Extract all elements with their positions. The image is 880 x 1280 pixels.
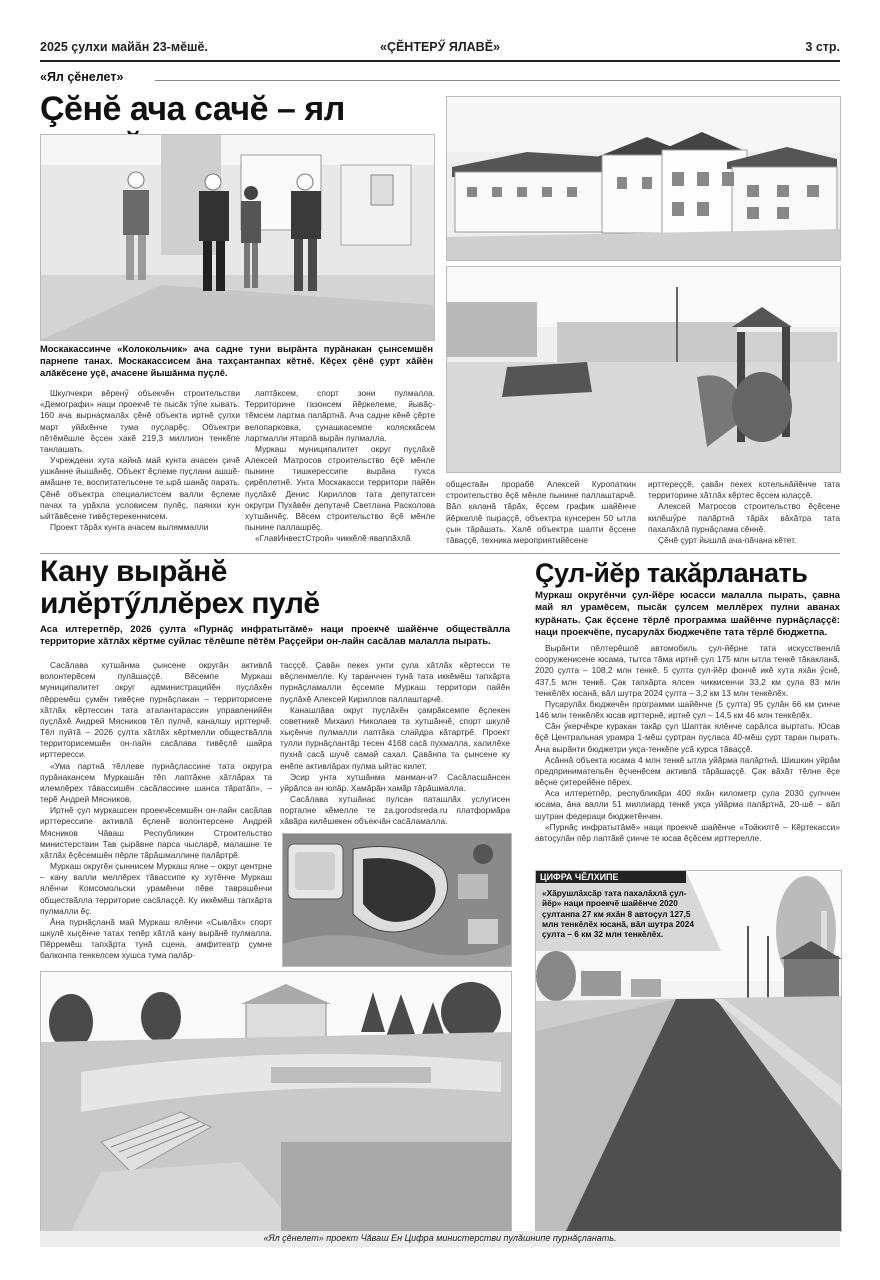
- paragraph: Пусарулăх бюджечĕн программи шайĕнче (5 çулта) 95 çулăн 66 км çинче 146 млн тенкĕлĕх юсав ирттернĕ, иртнĕ çул – 14,5 км 46 млн тенкĕлĕх.: [535, 698, 840, 721]
- paragraph: Проект тăрăх кунта ачасем выляммалли: [50, 522, 209, 533]
- article2-lead: Аса илтеретпĕр, 2026 çулта «Пурнăç инфратытăмĕ» наци проекчĕ шайĕнче обществăлла территорие хăтлăх кĕртме суйлас тĕлĕшпе пĕтĕм Раççейри он-лайн сасăлав малалла пырать.: [40, 624, 510, 648]
- paragraph: обществăн прорабĕ Алексей Куропаткин строительство ĕçĕ мĕнле пынине паллаштарчĕ. Вăл каланă тăрăх, ĕçсем график шайĕнче йĕркеллĕ пыраççĕ, объектра кунсерен 50 ытла çын тăрăшать. Халĕ объектра шалти ĕçсене тăваççĕ, техника мероприятийĕсене: [446, 479, 636, 545]
- article3-body: [535, 643, 840, 844]
- article1-photo-caption: Москакассинче «Колокольчик» ача садне туни вырăнта пурăнакан çынсемшĕн парнепе танах. Москакассисем ăна тахçантанпах кĕтнĕ. Кĕçех çĕнĕ çурт хăйĕн алăкĕсене уçĕ, ачасене йышăнма пуçлĕ.: [40, 343, 433, 379]
- infobox-text: «Хăрушлăхсăр тата пахалăхлă çул-йĕр» наци проекчĕ шайĕнче 2020 çултанпа 27 км яхăн 8 автоçул 127,5 млн тенкĕлĕх юсанă, вăл шутра 2024 çулта – 6 км 32 млн тенкĕлĕх.: [542, 888, 694, 940]
- header-rule: [40, 60, 840, 62]
- paragraph: «Пурнăç инфратытăмĕ» наци проекчĕ шайĕнче «Тойкилтĕ – Кĕртекасси» автоçулăн пĕр лаптăкĕ çинче те юсав ĕçĕсем ирттерелле.: [535, 821, 840, 843]
- park-render-photo: [40, 971, 512, 1232]
- newspaper-name: «ÇĔНТЕРӲ ЯЛАВĔ»: [379, 40, 501, 54]
- paragraph: Сăн ӳкерчĕкре куракан такăр çул Шаптак ялĕнче сарăлса выртать. Юсав ĕçĕ Центральная урамра 1-мĕш çуртран пуçласа 40-мĕш çурт таран пырать. Ăна вырăнти бюджетри укçа-тенкĕпе усă курса тăваççĕ.: [535, 721, 840, 754]
- paragraph: Асăннă объекта юсама 4 млн тенкĕ ытла уйăрма палăртнă. Шишкин уйрăм предпринимательĕн ĕçченĕсем активлă тăрăшаççĕ. Çак вăхăт тĕлне ĕçе вĕçне çитерейĕне пĕрех.: [535, 754, 840, 788]
- road-photo: [535, 870, 842, 1232]
- article2-col2: [280, 660, 510, 828]
- kindergarten-building-photo: [446, 96, 841, 261]
- playground-photo: [446, 266, 841, 473]
- kindergarten-interior-photo: [40, 134, 435, 341]
- rubric: «Ял çĕнелет»: [40, 70, 124, 84]
- section-divider: [40, 553, 840, 554]
- paragraph: Вырăнти пĕлтерĕшлĕ автомобиль çул-йĕрне тата искусственлă сооруженисене юсама, тытса тăма иртнĕ çул 175 млн ытла тенкĕ тăкакланă, 2020 çулта – 108,2 млн тенкĕ. 5 çулта çул-йĕр фончĕ икĕ хута яхăн ӳснĕ, 437,5 млн тенкĕ. Çак тапхăрта ялсен чиккисенчи 33,2 км çула 83 млн тенкĕлĕх юсанă, вăл шутра 2024 çулта – 3,2 км 13 млн тенкĕлĕх.: [535, 643, 840, 698]
- article2-col1: [40, 660, 272, 962]
- paragraph: Канашлăва округ пуçлăхĕн çамрăксемпе ĕçлекен советникĕ Михаил Николаев та хутшăнчĕ, спорт шкулĕ хыçĕнче пулмалли лаптăка слайдра кăтартрĕ. Проект тулли пурнăçлантăр тесен 4168 сасă пухмалла, халилĕхе пухнă сасă шучĕ самай сахал. Çавăнпа та çынсене ку енĕпе активлăрах пулма ыйтас килет.: [280, 704, 510, 771]
- paragraph: ирттереççĕ, çавăн пекех котельнăйĕнче тата территорине хăтлăх кĕртес ĕçсем юлаççĕ.: [648, 479, 840, 501]
- paragraph: Учреждени хута кайнă май кунта ачасен çичĕ ушкăнне йышăнĕç. Объект ĕçлеме пуçлани ашшĕ-амăшне те, воспитательсене те ырă шанăç парать. Çĕнĕ объектра специалистсем валли ĕçлеме пачах та урăхла условисем пулĕç, паянхи кун ыйтăвĕсене тивĕçтерекеннисем.: [40, 455, 240, 521]
- footer-note: «Ял çĕнелет» проект Чăваш Ен Цифра министерстви пулăшнипе пурнăçланать.: [263, 1233, 617, 1243]
- paragraph: Муркаш муниципалитет округ пуçлăхĕ Алексей Матросов строительство ĕçĕ мĕнле пынине тишкерессипе вырăна тухса çирĕплетнĕ. Унта Москакасси территори пайĕн пуçлăхĕ Денис Кириллов тата депутатсен округри Пухăвĕн депутачĕ Светлана Расколова хутшăнчĕç. Вĕсем строительство ĕçĕ мĕнле пынине паллашрĕç.: [245, 443, 435, 533]
- infobox-heading: ЦИФРА ЧĔЛХИПЕ: [540, 872, 619, 882]
- paragraph: лаптăксем, спорт зони пулмалла. Территорине газонсем йĕркелеме, йывăç-тĕмсем лартма палăртнă. Ача садне кĕнĕ çĕрте велопарковка, çунашкасемпе колясккăсем лартмалли ятарлă вырăн пулмалла.: [245, 388, 435, 443]
- paragraph: Алексей Матросов строительство ĕçĕсене килĕшӳре палăртнă тăрăх вăхăтра тата пахалăхлă пурнăçлама сĕннĕ.: [648, 501, 840, 534]
- paragraph: Муркаш округĕн çыннисем Муркаш ялне – округ центрне – кану валли меллĕрех тăвассипе ку хутĕнче Муркаш ялĕнчи Комсомольски урамĕнчи пĕве таврашĕнчи обществăлла территорие сасăлаççĕ. Ку иккĕмĕш тапхăрта пулмалли ĕç.: [40, 861, 272, 916]
- article1-col3: [446, 479, 636, 546]
- paragraph: Иртнĕ çул муркашсен проекчĕсемшĕн он-лайн сасăлав ирттерессипе активлă ĕçленĕ волонтерсене Андрей Мясников Чăваш Республикин Строительство министерствин Тав çырăвне парса чысларĕ, малашне те хăтлăх ĕçĕсемшĕн пĕрле тăрăшмаллине палăртрĕ.: [40, 805, 272, 860]
- paragraph: «ГлавИнвестСтрой» чиккĕлĕ яваплăхлă: [255, 533, 411, 544]
- paragraph: Сасăлава хутшăнас пулсан паташлăх услугисен порталне кĕмелле те za.gorodsreda.ru платформăра хăвăра килĕшекен объекчăн сасăламалла.: [280, 794, 510, 827]
- paragraph: Çĕнĕ çурт йышлă ача-пăчана кĕтет.: [658, 534, 797, 545]
- paragraph: «Ума партнă тĕллеве пурнăçлассине тата округра пурăнакансем Муркашăн тĕп лаптăкне хăтлăрах та илемлĕрех тăвассишĕн сасăлассине шанса тăратăп», – терĕ Андрей Мясников.: [40, 760, 272, 805]
- paragraph: Ăна пурнăçланă май Муркаш ялĕнчи «Сывлăх» спорт шкулĕ хыçĕнче татах тепĕр хăтлă кану вырăнĕ пулмалла. Пĕрремĕш тапхăрта тунă сцена, амфитеатр çумне балконпа тенкелсем хушса тума палăр-: [40, 916, 272, 961]
- page-number: 3 стр.: [805, 40, 840, 54]
- pond-plan-photo: [282, 833, 512, 967]
- paragraph: Эсир унта хутшăнма манман-и? Сасăласшăнсен уйрăлса ан юлăр. Хамăрăн хамăр тăрăшмалла.: [280, 771, 510, 793]
- article1-col4: [648, 479, 840, 546]
- issue-date: 2025 çулхи майăн 23-мĕшĕ.: [40, 40, 208, 54]
- paragraph: Аса илтеретпĕр, республикăри 400 яхăн километр çула 2030 çулччен юсама, ăна валли 51 миллиард тенкĕ укçа уйăрма палăртнă, 20-шĕ – вăл шутран федераци бюджетĕнчен.: [535, 788, 840, 821]
- paragraph: Сасăлава хутшăнма çынсене округăн активлă волонтерĕсем пулăшаççĕ. Вĕсемпе Муркаш муниципалитет округ администрацийĕн пуçлăхĕн пĕрремĕш çумĕн тивĕçне пурнăçлакан – территорисене хăтлăх кĕртессин тата аталантарассин управленийĕн пуçлăхĕ Андрей Мясников тĕл пулчĕ, каналшу ирттерчĕ. Тĕл пуйтă – 2026 çулта хăтлăх кĕртмелли обществăлла территорисемшĕн он-лайн сасăлава тивĕçлĕ шайра ирттересси.: [40, 660, 272, 760]
- article3-title: Çул-йĕр такăрланать: [535, 558, 808, 588]
- article2-title: [40, 556, 510, 619]
- paragraph: тасççĕ. Çавăн пекех унти çула хăтлăх кĕртесси те вĕçленмелле. Ку таранччен тунă тата иккĕмĕш тапхăрта пурнăçламалли ĕçсемпе Муркаш территори пайĕн пуçлăхĕ Алексей Кириллов паллаштарчĕ.: [280, 660, 510, 704]
- article1-col1: [40, 388, 240, 533]
- paragraph: Шкулчекри вĕренӳ объекчĕн строительстви «Демографи» наци проекчĕ те пысăк тӳпе хывать. 160 ача вырнаçмалăх çĕнĕ объекта иртнĕ çулхи март уйăхĕнче тума пуçларĕç. Объектри пĕтĕмĕшле ĕçсен хакĕ 219,3 миллион тенкĕпе танлашать.: [40, 388, 240, 454]
- article2-title-line2: илĕртӳллĕрех пулĕ: [40, 586, 320, 620]
- article3-lead: Муркаш округĕнчи çул-йĕре юсасси малалла пырать, çавна май ял урамĕсем, пысăк çулсем меллĕрех пулни аванах курăнать. Çак ĕçсене тĕрлĕ программа шайĕнче пурнăçлаççĕ: наци проекчĕпе, пусарулăх бюджечĕпе тата тĕрлĕ бюджетпа.: [535, 590, 840, 639]
- rubric-line: [155, 80, 840, 81]
- article1-col2: [245, 388, 435, 544]
- article1-title: Çĕнĕ ача сачĕ – ял: [40, 90, 345, 128]
- article2-title-line1: Кану вырăнĕ: [40, 555, 227, 588]
